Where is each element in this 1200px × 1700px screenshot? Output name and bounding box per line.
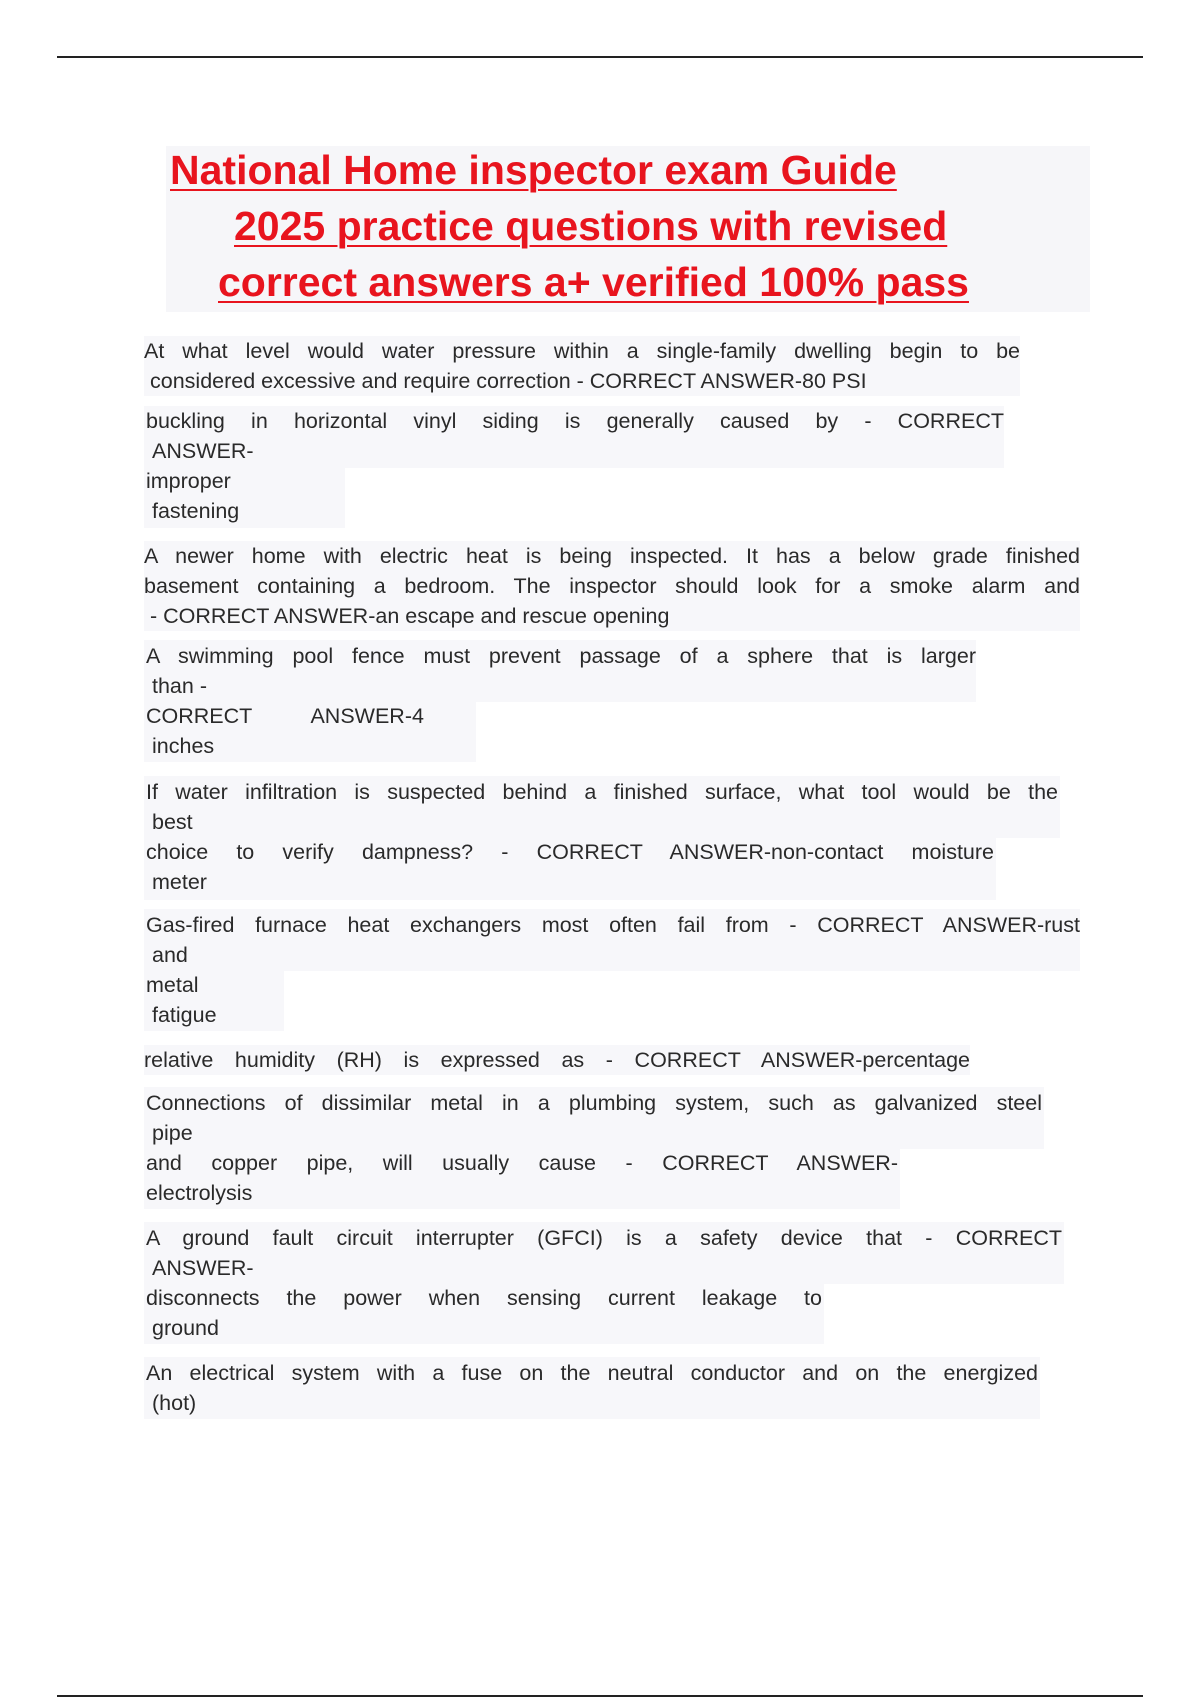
qa-line: and copper pipe, will usually cause - CORRECT ANSWER- [146,1151,898,1175]
qa-line: considered excessive and require correction - CORRECT ANSWER-80 PSI [150,369,867,393]
qa-line: relative humidity (RH) is expressed as - CORRECT ANSWER-percentage [144,1048,970,1072]
qa-item-9 [146,1223,1062,1343]
qa-item-2 [146,406,1004,526]
qa-line: inches [152,734,215,758]
qa-line: metal [146,973,199,997]
qa-line: (hot) [152,1391,197,1415]
qa-line: ANSWER- [152,439,254,463]
qa-line: than - [152,674,207,698]
qa-line: If water infiltration is suspected behind a finished surface, what tool would be the [146,780,1058,804]
qa-line: Gas-fired furnace heat exchangers most often fail from - CORRECT ANSWER-rust [146,913,1080,937]
qa-line: ground [152,1316,219,1340]
qa-line: A swimming pool fence must prevent passage of a sphere that is larger [146,644,976,668]
qa-item-7 [144,1045,970,1075]
qa-line: best [152,810,193,834]
qa-item-4 [146,641,976,761]
qa-line: Connections of dissimilar metal in a plumbing system, such as galvanized steel [146,1091,1042,1115]
qa-item-1 [144,336,1020,396]
qa-line: basement containing a bedroom. The inspector should look for a smoke alarm and [144,574,1080,598]
qa-item-5 [146,777,1058,897]
bottom-rule [57,1695,1143,1697]
qa-item-3 [144,541,1080,631]
qa-line: ANSWER- [152,1256,254,1280]
qa-item-6 [146,910,1080,1030]
qa-line: - CORRECT ANSWER-an escape and rescue opening [150,604,670,628]
document-title-line-2: 2025 practice questions with revised [234,203,948,249]
document-title-line-3: correct answers a+ verified 100% pass [218,259,969,305]
qa-line: A ground fault circuit interrupter (GFCI) is a safety device that - CORRECT [146,1226,1062,1250]
qa-line: disconnects the power when sensing current leakage to [146,1286,822,1310]
qa-line: buckling in horizontal vinyl siding is generally caused by - CORRECT [146,409,1004,433]
qa-line: A newer home with electric heat is being inspected. It has a below grade finished [144,544,1080,568]
qa-line: An electrical system with a fuse on the neutral conductor and on the energized [146,1361,1038,1385]
qa-line: electrolysis [146,1181,253,1205]
qa-line: improper [146,469,231,493]
top-rule [57,56,1143,58]
qa-line: fastening [152,499,240,523]
qa-line: fatigue [152,1003,217,1027]
qa-line: and [152,943,188,967]
qa-line: pipe [152,1121,193,1145]
qa-line: choice to verify dampness? - CORRECT ANSWER-non-contact moisture [146,840,994,864]
qa-line: At what level would water pressure within a single-family dwelling begin to be [144,339,1020,363]
qa-line: meter [152,870,207,894]
document-title-line-1: National Home inspector exam Guide [170,147,897,193]
qa-line: CORRECT ANSWER-4 [146,704,424,728]
qa-item-10 [146,1358,1038,1418]
qa-item-8 [146,1088,1042,1208]
